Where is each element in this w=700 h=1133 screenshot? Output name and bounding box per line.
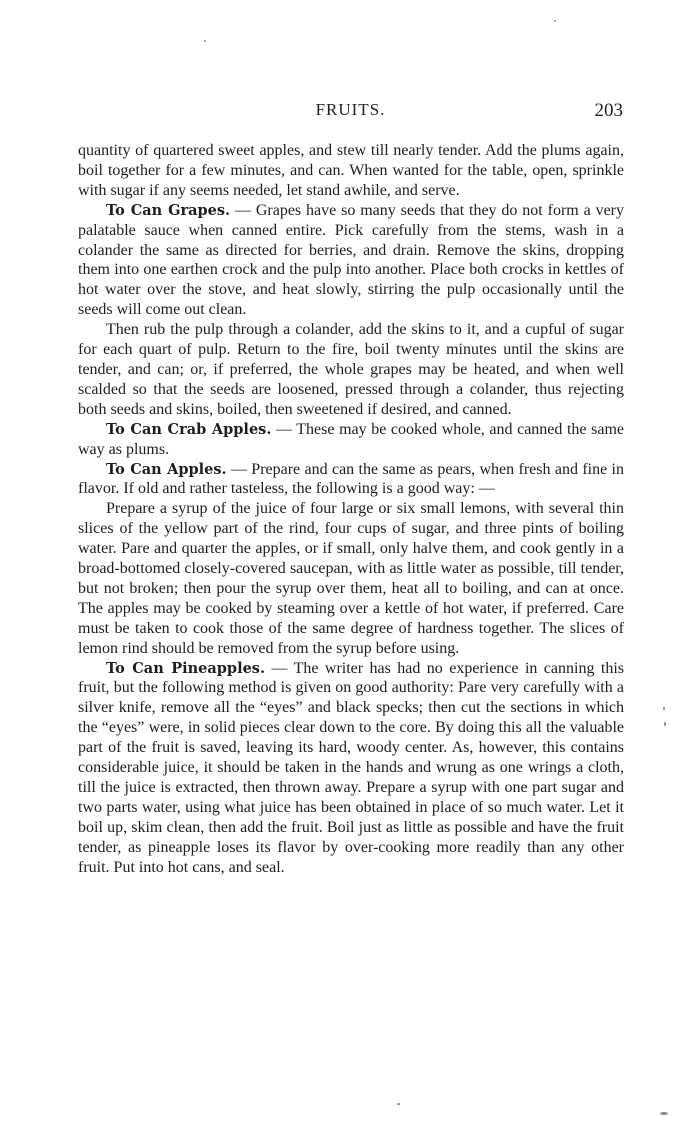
running-head: FRUITS. — [315, 100, 386, 119]
paragraph-can-pineapples — [78, 659, 624, 878]
recipe-heading: To Can Apples. — [106, 460, 227, 478]
paragraph-plums-continued — [78, 141, 624, 201]
scan-speck — [554, 20, 556, 22]
paragraph-can-apples — [78, 460, 624, 500]
recipe-heading: To Can Pineapples. — [106, 659, 266, 677]
paragraph-text: — These may be cooked whole, and canned the same way as plums. — [78, 420, 624, 458]
paragraph-text: — Prepare and can the same as pears, when fresh and fine in flavor. If old and rather tasteless, the following is a good way: — — [78, 460, 624, 498]
paragraph-text: Then rub the pulp through a colander, add the skins to it, and a cupful of sugar for each quart of pulp. Return to the fire, boil twenty minutes until the skins are tender, and can; or, if preferred, the whole grapes may be heated, and when well scalded so that the seeds are loosened, pressed through a colander, thus rejecting both seeds and skins, boiled, then sweetened if desired, and canned. — [78, 321, 624, 418]
body-text — [78, 141, 624, 878]
recipe-heading: To Can Crab Apples. — [106, 420, 272, 438]
scan-speck — [663, 707, 665, 710]
paragraph-text: Prepare a syrup of the juice of four large or six small lemons, with several thin slices of the yellow part of the rind, four cups of sugar, and three pints of boiling water. Pare and quarter the apples, or if small, only halve them, and cook gently in a broad-bottomed closely-covered saucepan, with as little water as possible, till tender, but not broken; then pour the syrup over them, heat all to boiling, and can at once. The apples may be cooked by steaming over a kettle of hot water, if preferred. Care must be taken to cook those of the same degree of hardness together. The slices of lemon rind should be removed from the syrup before using. — [78, 500, 624, 657]
page-number: 203 — [594, 100, 623, 121]
paragraph-grapes-continued — [78, 320, 624, 420]
scan-speck — [660, 1112, 668, 1115]
paragraph-text: — The writer has had no experience in canning this fruit, but the following method is given on good authority: Pare very carefully with a silver knife, remove all the “eyes” and black specks; then cut the sections in which the “eyes” were, in solid pieces clear down to the core. By doing this all the valuable part of the fruit is saved, leaving its hard, woody center. As, however, this contains considerable juice, it should be taken in the hands and wrung as one wrings a cloth, till the juice is extracted, then thrown away. Prepare a syrup with one part sugar and two parts water, using what juice has been obtained in place of so much water. Let it boil up, skim clean, then add the fruit. Boil just as little as possible and have the fruit tender, as pineapple loses its flavor by over-cooking more readily than any other fruit. Put into hot cans, and seal. — [78, 659, 624, 876]
paragraph-can-crab-apples — [78, 420, 624, 460]
paragraph-text: quantity of quartered sweet apples, and stew till nearly tender. Add the plums again, boil together for a few minutes, and can. When wanted for the table, open, sprinkle with sugar if any seems needed, let stand awhile, and serve. — [78, 142, 624, 199]
paragraph-text: — Grapes have so many seeds that they do not form a very palatable sauce when canned entire. Pick carefully from the stems, wash in a colander the same as directed for berries, and drain. Remove the skins, dropping them into one earthen crock and the pulp into another. Place both crocks in kettles of hot water over the stove, and heat slowly, stirring the pulp occasionally until the seeds will come out clean. — [78, 201, 624, 319]
recipe-heading: To Can Grapes. — [106, 201, 231, 219]
paragraph-can-grapes — [78, 201, 624, 320]
scan-speck — [397, 1103, 400, 1105]
scan-speck — [204, 40, 206, 42]
page-header — [78, 100, 623, 124]
scan-speck — [664, 722, 666, 726]
paragraph-apple-syrup — [78, 499, 624, 658]
